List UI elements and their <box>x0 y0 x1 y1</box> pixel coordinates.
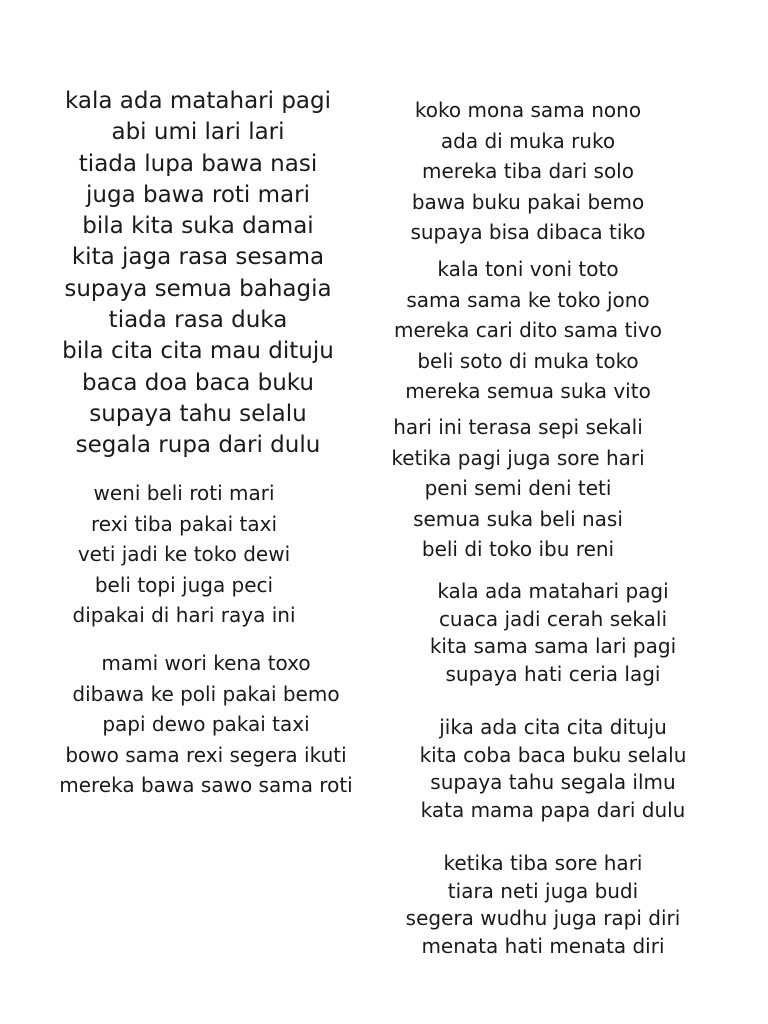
poem-line: jika ada cita cita dituju <box>439 715 667 739</box>
poem-line: bowo sama rexi segera ikuti <box>65 742 347 767</box>
poem-line: weni beli roti mari <box>93 481 275 505</box>
poem-line: beli di toko ibu reni <box>421 537 615 561</box>
poem-line: baca doa baca buku <box>82 369 314 396</box>
poem-line: mereka tiba dari solo <box>422 159 634 183</box>
poem-line: dipakai di hari raya ini <box>72 603 296 627</box>
poem-line: papi dewo pakai taxi <box>102 712 310 736</box>
poem-line: dibawa ke poli pakai bemo <box>72 681 340 706</box>
poem-line: ketika tiba sore hari <box>443 851 643 875</box>
poem-line: kala ada matahari pagi <box>64 88 332 114</box>
poem-line: bila cita cita mau dituju <box>62 338 334 365</box>
poem-line: semua suka beli nasi <box>413 506 623 531</box>
poem-line: supaya tahu segala ilmu <box>430 770 676 794</box>
poem-line: tiada lupa bawa nasi <box>78 150 318 177</box>
poem-block-right-2 <box>368 254 688 407</box>
poem-line: mami wori kena toxo <box>101 651 311 675</box>
poem-block-left-1 <box>28 86 368 462</box>
poem-line: tiada rasa duka <box>108 307 288 334</box>
poem-line: segera wudhu juga rapi diri <box>405 906 681 930</box>
poem-block-left-2 <box>28 478 340 631</box>
poem-block-left-3 <box>36 648 376 801</box>
poem-line: kita jaga rasa sesama <box>71 244 325 271</box>
poem-line: cuaca jadi cerah sekali <box>438 606 668 631</box>
poem-block-right-4 <box>398 578 708 688</box>
poem-line: supaya bisa dibaca tiko <box>410 220 646 244</box>
poem-line: supaya hati ceria lagi <box>445 661 661 686</box>
poem-line: tiara neti juga budi <box>447 878 639 903</box>
poem-line: kala toni voni toto <box>437 257 619 281</box>
poem-line: mereka semua suka vito <box>405 379 651 403</box>
poem-block-right-3 <box>368 412 668 565</box>
poem-line: ada di muka ruko <box>440 128 616 153</box>
poem-line: supaya semua bahagia <box>64 275 332 302</box>
poem-line: mereka bawa sawo sama roti <box>59 773 353 797</box>
poem-line: sama sama ke toko jono <box>406 287 650 312</box>
poem-line: mereka cari dito sama tivo <box>393 318 663 342</box>
poem-line: veti jadi ke toko dewi <box>77 542 291 566</box>
poem-line: bawa buku pakai bemo <box>411 189 645 214</box>
poem-line: bila kita suka damai <box>82 213 314 240</box>
poem-block-right-5 <box>398 714 708 824</box>
poem-line: supaya tahu selalu <box>89 400 307 427</box>
poem-line: segala rupa dari dulu <box>75 432 321 459</box>
poem-line: koko mona sama nono <box>414 98 642 122</box>
poem-line: kita sama sama lari pagi <box>429 634 677 658</box>
poem-line: kata mama papa dari dulu <box>420 797 686 822</box>
poem-line: hari ini terasa sepi sekali <box>393 415 643 439</box>
poem-line: juga bawa roti mari <box>86 181 310 208</box>
poem-line: abi umi lari lari <box>111 119 285 146</box>
poem-line: menata hati menata diri <box>421 933 665 958</box>
poem-block-right-6 <box>388 850 698 960</box>
poem-line: ketika pagi juga sore hari <box>391 445 645 470</box>
poem-line: rexi tiba pakai taxi <box>90 511 278 536</box>
poem-line: beli soto di muka toko <box>417 348 639 373</box>
poem-block-right-1 <box>372 95 684 248</box>
poem-line: kita coba baca buku selalu <box>419 742 687 767</box>
poem-line: beli topi juga peci <box>94 572 274 597</box>
poem-line: peni semi deni teti <box>424 476 612 500</box>
poem-line: kala ada matahari pagi <box>437 579 669 603</box>
